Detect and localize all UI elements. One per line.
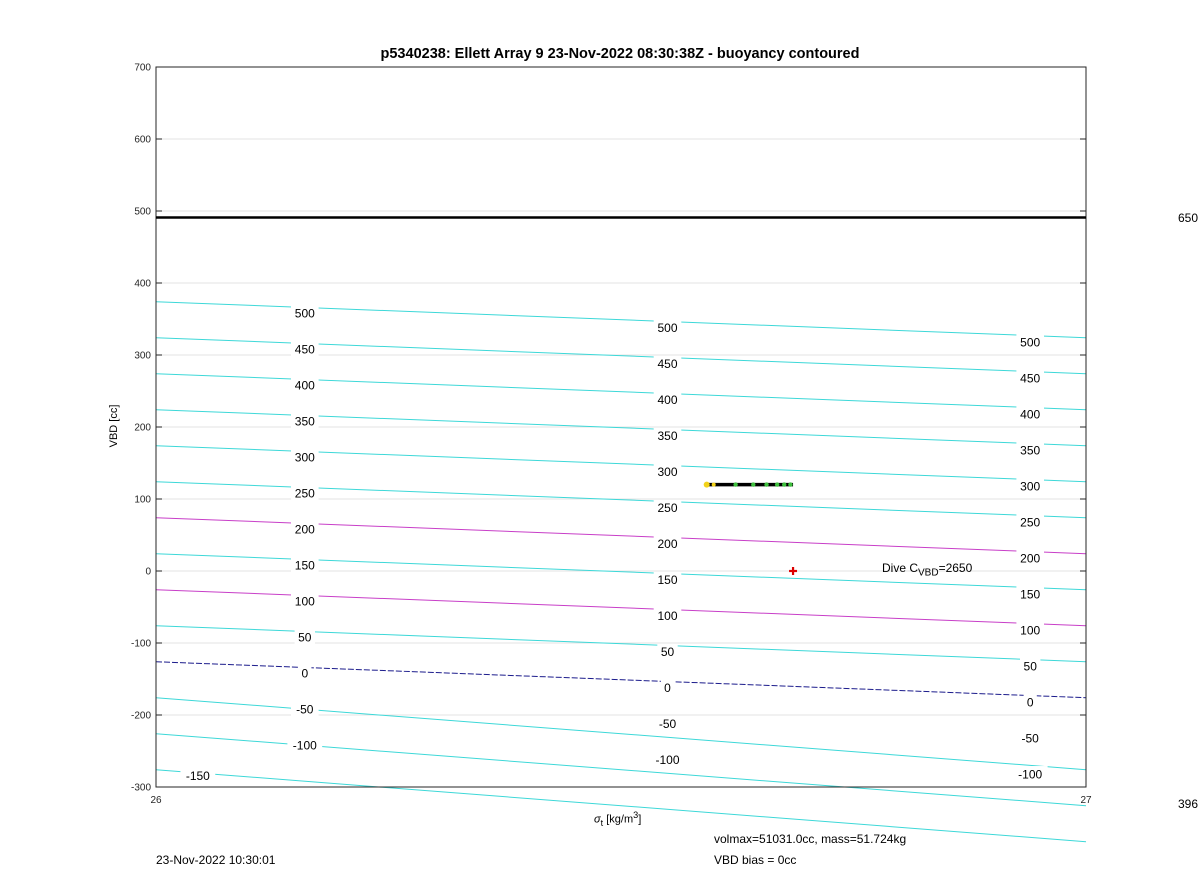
contour-label: 400	[1020, 407, 1041, 422]
dive-track-point	[788, 482, 792, 486]
contour-label: 250	[657, 501, 678, 516]
chart-title: p5340238: Ellett Array 9 23-Nov-2022 08:30:38Z - buoyancy contoured	[380, 46, 860, 62]
right-axis-top-value: 650	[1178, 211, 1199, 225]
contour-label: 100	[1020, 623, 1041, 638]
contour-label: -150	[185, 768, 210, 783]
footer-volmax: volmax=51031.0cc, mass=51.724kg	[714, 832, 907, 846]
contour-label: 350	[657, 429, 678, 444]
dive-track-point	[751, 482, 755, 486]
contour-label: 450	[294, 342, 315, 357]
contour-label: 350	[1020, 443, 1041, 458]
x-axis-label-unit-exponent: 3	[633, 810, 639, 820]
contour-line	[156, 767, 1086, 842]
contour-label: 500	[657, 321, 678, 336]
footer-bias: VBD bias = 0cc	[714, 853, 797, 867]
y-tick-label: 300	[134, 350, 151, 362]
dive-cvbd-prefix: Dive C	[882, 561, 919, 575]
dive-track-start	[704, 482, 710, 488]
contour-label: 250	[1020, 515, 1041, 530]
contour-label: -50	[658, 717, 677, 732]
contour-label: 500	[294, 306, 315, 321]
y-tick-label: 700	[134, 62, 151, 74]
x-axis-label-subscript: t	[600, 817, 604, 828]
contour-label: -100	[1018, 767, 1043, 782]
contour-label: 150	[657, 573, 678, 588]
dive-cvbd-subscript: VBD	[918, 567, 939, 579]
dive-cvbd-value: =2650	[938, 561, 973, 575]
contour-label: -50	[296, 702, 314, 717]
contour-label: 150	[1020, 587, 1041, 602]
x-axis-label-unit: [kg/m	[606, 813, 634, 826]
y-tick-label: 200	[134, 422, 151, 434]
dive-track-point	[775, 482, 779, 486]
contour-line	[156, 659, 1086, 698]
contour-label: 150	[294, 558, 315, 573]
y-tick-label: -300	[130, 782, 151, 794]
x-tick-label: 27	[1080, 795, 1092, 806]
contour-label: -100	[292, 738, 317, 753]
contour-label: 50	[1023, 659, 1037, 674]
footer-timestamp: 23-Nov-2022 10:30:01	[156, 853, 276, 867]
contour-label: -50	[1021, 731, 1039, 746]
contour-label: 500	[1020, 335, 1041, 350]
x-axis-label-close: ]	[638, 813, 642, 826]
x-axis-label-symbol: σ	[594, 813, 601, 826]
dive-track-point	[764, 482, 768, 486]
contour-label: 200	[1020, 551, 1041, 566]
contour-label: 350	[294, 414, 315, 429]
contour-label: 400	[657, 393, 678, 408]
y-tick-label: -100	[130, 638, 151, 650]
y-tick-label: 0	[145, 566, 151, 578]
contour-label: 300	[1020, 479, 1041, 494]
y-tick-label: 600	[134, 134, 151, 146]
x-tick-label: 26	[150, 795, 162, 806]
dive-track-point	[782, 482, 786, 486]
contour-label: 250	[294, 486, 315, 501]
y-tick-label: 100	[134, 494, 151, 506]
contour-label: 0	[1026, 695, 1034, 710]
contour-label: 200	[294, 522, 315, 537]
contour-label: 100	[294, 594, 315, 609]
contour-label: 50	[298, 630, 312, 645]
contour-label: 100	[657, 609, 678, 624]
y-tick-label: -200	[130, 710, 151, 722]
dive-track-point	[733, 482, 737, 486]
contour-label: 200	[657, 537, 678, 552]
y-tick-label: 400	[134, 278, 151, 290]
dive-cvbd-annotation	[882, 561, 972, 578]
contour-label: 50	[660, 645, 675, 660]
contour-label: 300	[294, 450, 315, 465]
contour-label: 400	[294, 378, 315, 393]
right-axis-bottom-value: 396	[1178, 797, 1199, 811]
contour-label: -100	[655, 753, 680, 768]
contour-label: 0	[301, 666, 309, 681]
x-axis-label	[594, 810, 641, 828]
contour-label: 0	[664, 681, 671, 696]
y-axis-label: VBD [cc]	[108, 404, 120, 448]
contour-label: 450	[1020, 371, 1041, 386]
y-tick-label: 500	[134, 206, 151, 218]
contour-label: 450	[657, 357, 678, 372]
dive-track-point	[712, 483, 716, 487]
contour-label: 300	[657, 465, 678, 480]
